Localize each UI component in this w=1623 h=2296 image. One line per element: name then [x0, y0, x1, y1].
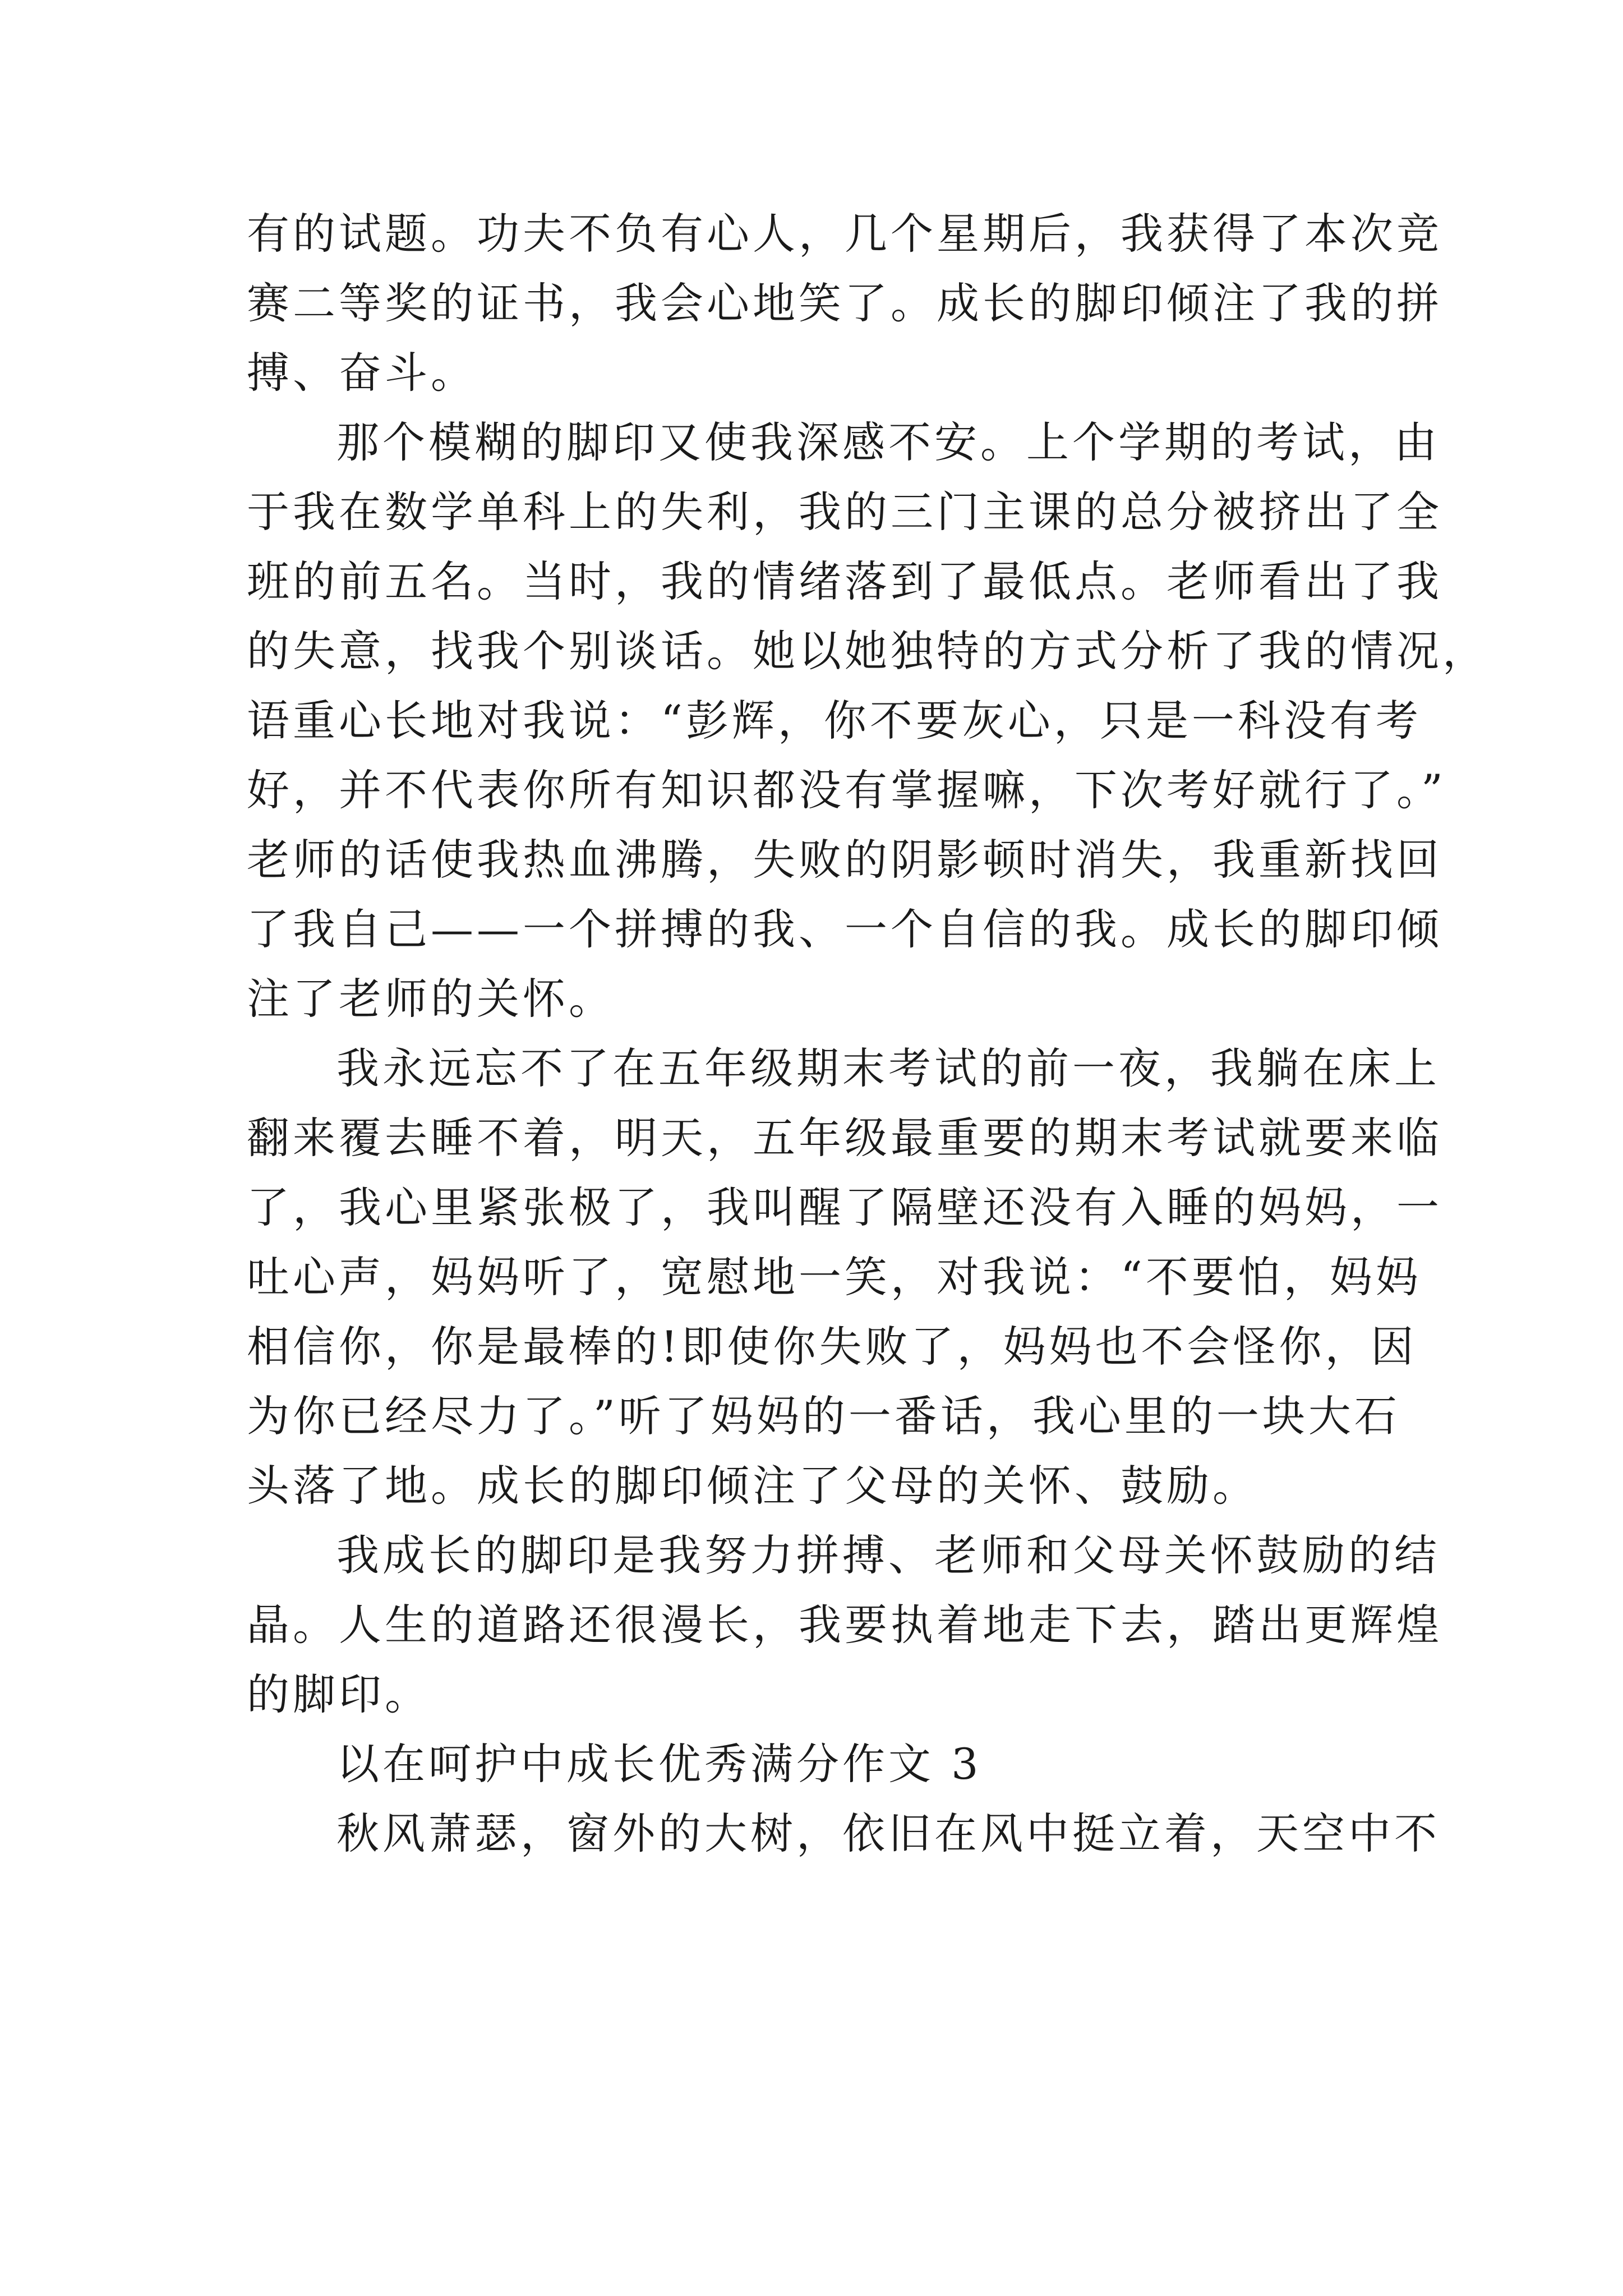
- text-line: 于我在数学单科上的失利，我的三门主课的总分被挤出了全: [247, 487, 1442, 537]
- paragraph-first-line: 秋风萧瑟，窗外的大树，依旧在风中挺立着，天空中不: [336, 1809, 1440, 1858]
- text-line: 晶。人生的道路还很漫长，我要执着地走下去，踏出更辉煌: [247, 1600, 1442, 1650]
- text-line: 的脚印。: [247, 1669, 431, 1719]
- text-line: 老师的话使我热血沸腾，失败的阴影顿时消失，我重新找回: [247, 835, 1442, 885]
- paragraph-first-line: 那个模糊的脚印又使我深感不安。上个学期的考试，由: [336, 417, 1440, 467]
- text-line: 的失意，找我个别谈话。她以她独特的方式分析了我的情况，: [247, 626, 1488, 676]
- paragraph-first-line: 以在呵护中成长优秀满分作文 3: [336, 1739, 982, 1789]
- text-line: 了，我心里紧张极了，我叫醒了隔壁还没有入睡的妈妈，一: [247, 1182, 1442, 1232]
- text-line: 好，并不代表你所有知识都没有掌握嘛，下次考好就行了。”: [247, 765, 1446, 815]
- essay-body: [247, 199, 1488, 1869]
- paragraph-first-line: 我永远忘不了在五年级期末考试的前一夜，我躺在床上: [336, 1043, 1440, 1093]
- text-line: 班的前五名。当时，我的情绪落到了最低点。老师看出了我: [247, 556, 1442, 606]
- text-line: 吐心声，妈妈听了，宽慰地一笑，对我说：“不要怕，妈妈: [247, 1252, 1422, 1302]
- text-line: 搏、奋斗。: [247, 348, 477, 398]
- text-line: 相信你，你是最棒的!即使你失败了，妈妈也不会怪你，因: [247, 1322, 1417, 1372]
- text-line: 为你已经尽力了。”听了妈妈的一番话，我心里的一块大石: [247, 1391, 1400, 1441]
- text-line: 翻来覆去睡不着，明天，五年级最重要的期末考试就要来临: [247, 1113, 1442, 1163]
- text-line: 语重心长地对我说：“彭辉，你不要灰心，只是一科没有考: [247, 696, 1422, 746]
- text-line: 头落了地。成长的脚印倾注了父母的关怀、鼓励。: [247, 1461, 1258, 1511]
- text-line: 赛二等奖的证书，我会心地笑了。成长的脚印倾注了我的拼: [247, 278, 1442, 328]
- text-line: 注了老师的关怀。: [247, 974, 615, 1024]
- text-line: 有的试题。功夫不负有心人，几个星期后，我获得了本次竞: [247, 209, 1442, 259]
- paragraph-first-line: 我成长的脚印是我努力拼搏、老师和父母关怀鼓励的结: [336, 1530, 1440, 1580]
- text-line: 了我自己——一个拼搏的我、一个自信的我。成长的脚印倾: [247, 904, 1442, 954]
